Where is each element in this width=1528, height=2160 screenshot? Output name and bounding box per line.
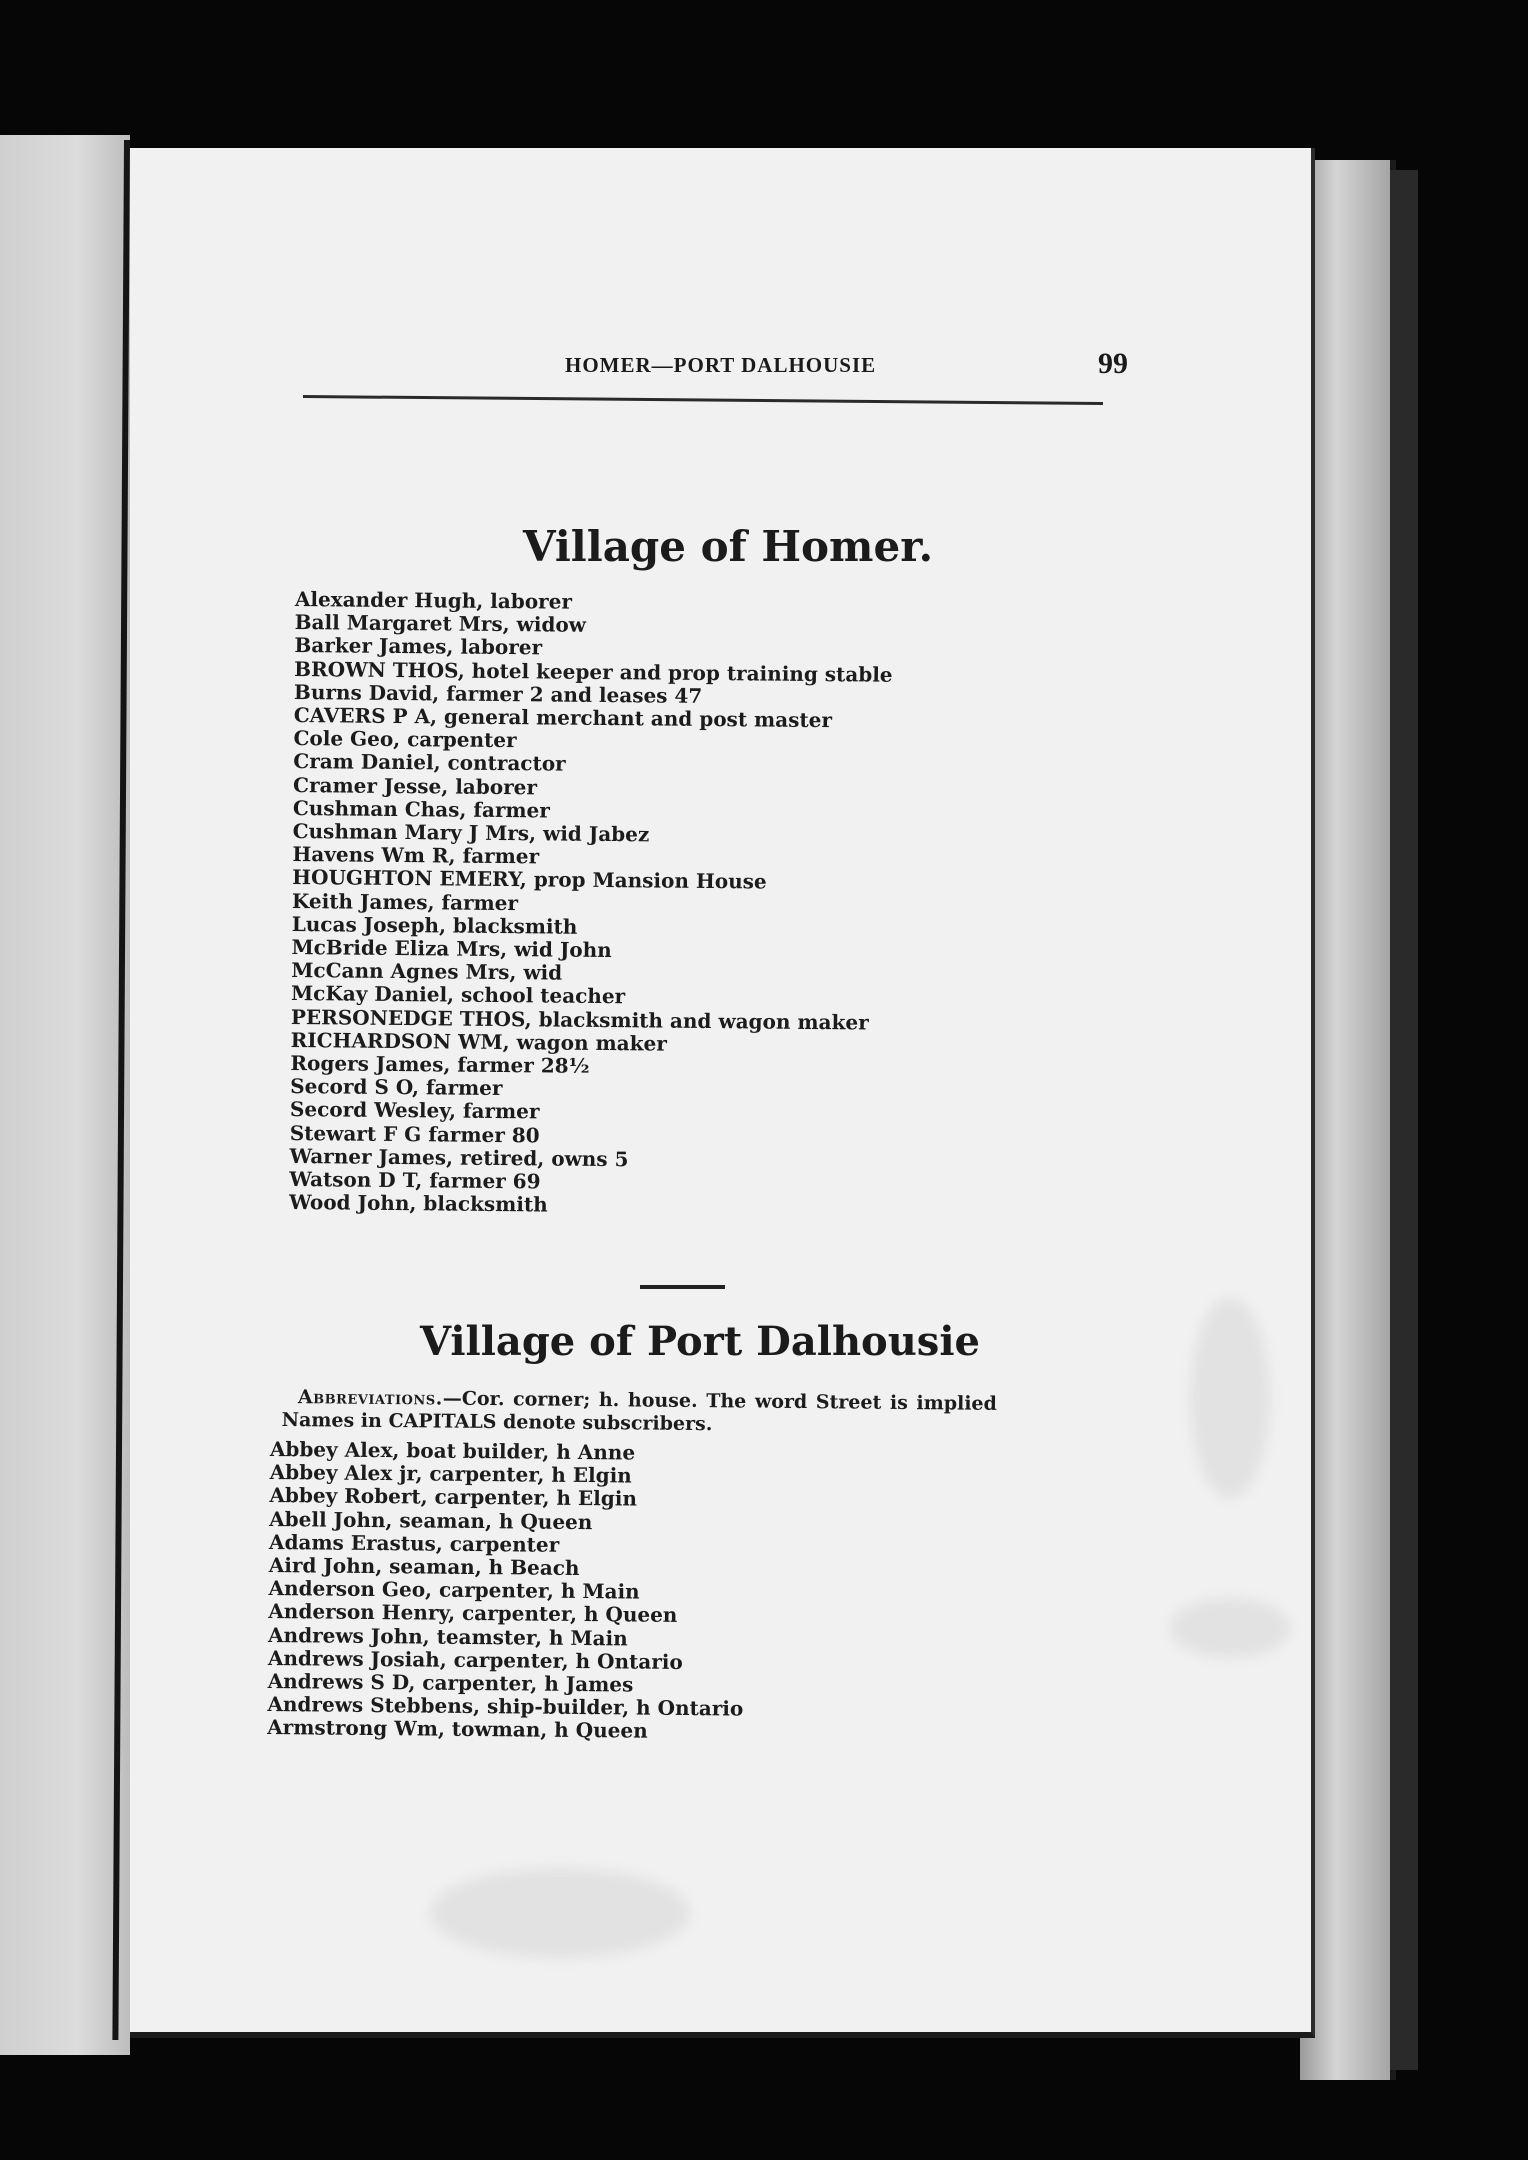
directory-entry: Wood John, blacksmith [288, 1190, 548, 1217]
directory-entry: Andrews Stebbens, ship-builder, h Ontario [267, 1692, 744, 1721]
directory-entry: Burns David, farmer 2 and leases 47 [293, 679, 703, 708]
directory-entry: Abell John, seaman, h Queen [269, 1506, 593, 1534]
directory-entry: Andrews Josiah, carpenter, h Ontario [267, 1645, 683, 1674]
directory-entry: Keith James, farmer [291, 888, 519, 915]
subscribers-note: Names in CAPITALS denote subscribers. [281, 1408, 713, 1436]
directory-entry: RICHARDSON WM, wagon maker [290, 1027, 667, 1056]
page-stain [1190, 1298, 1270, 1498]
homer-directory-list [289, 588, 893, 1220]
directory-entry: Abbey Alex, boat builder, h Anne [269, 1437, 636, 1465]
directory-entry: McCann Agnes Mrs, wid [291, 958, 563, 985]
directory-entry: Warner James, retired, owns 5 [289, 1143, 629, 1172]
page-stain [430, 1868, 690, 1958]
directory-entry: Ball Margaret Mrs, widow [294, 610, 587, 637]
left-facing-page-edge [0, 135, 130, 2055]
directory-entry: Adams Erastus, carpenter [268, 1529, 560, 1557]
directory-entry: McBride Eliza Mrs, wid John [291, 935, 612, 963]
directory-entry: McKay Daniel, school teacher [290, 981, 626, 1009]
directory-entry: Armstrong Wm, towman, h Queen [267, 1715, 648, 1744]
port-dalhousie-section-title: Village of Port Dalhousie [420, 1318, 980, 1365]
running-head-title: HOMER—PORT DALHOUSIE [565, 353, 877, 377]
directory-entry: Cushman Mary J Mrs, wid Jabez [292, 819, 650, 847]
directory-entry: Secord Wesley, farmer [289, 1097, 540, 1124]
directory-entry: Aird John, seaman, h Beach [268, 1553, 580, 1580]
directory-entry: Rogers James, farmer 28½ [290, 1051, 590, 1078]
directory-entry: Stewart F G farmer 80 [289, 1120, 540, 1148]
page-number: 99 [1098, 347, 1128, 380]
directory-entry: Watson D T, farmer 69 [289, 1167, 541, 1194]
directory-entry: Barker James, laborer [294, 633, 543, 660]
directory-entry: Abbey Robert, carpenter, h Elgin [269, 1483, 638, 1511]
page-stain [1170, 1598, 1290, 1658]
abbreviations-note [282, 1386, 1162, 1440]
directory-entry: BROWN THOS, hotel keeper and prop training stable [294, 656, 893, 687]
directory-entry: Havens Wm R, farmer [292, 842, 540, 869]
directory-entry: Cushman Chas, farmer [292, 795, 551, 823]
directory-entry: Lucas Joseph, blacksmith [291, 911, 578, 939]
directory-entry: Anderson Henry, carpenter, h Queen [268, 1599, 678, 1628]
port-dalhousie-directory-list [267, 1438, 746, 1744]
directory-entry: PERSONEDGE THOS, blacksmith and wagon maker [290, 1004, 869, 1035]
abbreviations-text: —Cor. corner; h. house. The word Street is implied [442, 1387, 997, 1415]
directory-entry: HOUGHTON EMERY, prop Mansion House [292, 865, 767, 894]
directory-entry: Abbey Alex jr, carpenter, h Elgin [269, 1460, 632, 1488]
section-divider [640, 1285, 725, 1289]
directory-entry: Andrews John, teamster, h Main [267, 1622, 628, 1651]
directory-entry: Secord S O, farmer [290, 1074, 503, 1101]
directory-entry: CAVERS P A, general merchant and post master [293, 703, 833, 733]
homer-section-title: Village of Homer. [523, 522, 934, 571]
directory-entry: Cramer Jesse, laborer [292, 772, 538, 799]
directory-entry: Alexander Hugh, laborer [294, 587, 573, 614]
abbreviations-label: Abbreviations. [297, 1386, 443, 1410]
directory-entry: Anderson Geo, carpenter, h Main [268, 1576, 640, 1604]
book-cover-edge [1390, 170, 1418, 2070]
directory-entry: Andrews S D, carpenter, h James [267, 1669, 634, 1697]
directory-entry: Cram Daniel, contractor [293, 749, 566, 777]
directory-page [130, 148, 1315, 2038]
directory-entry: Cole Geo, carpenter [293, 726, 517, 753]
header-rule [303, 395, 1103, 405]
